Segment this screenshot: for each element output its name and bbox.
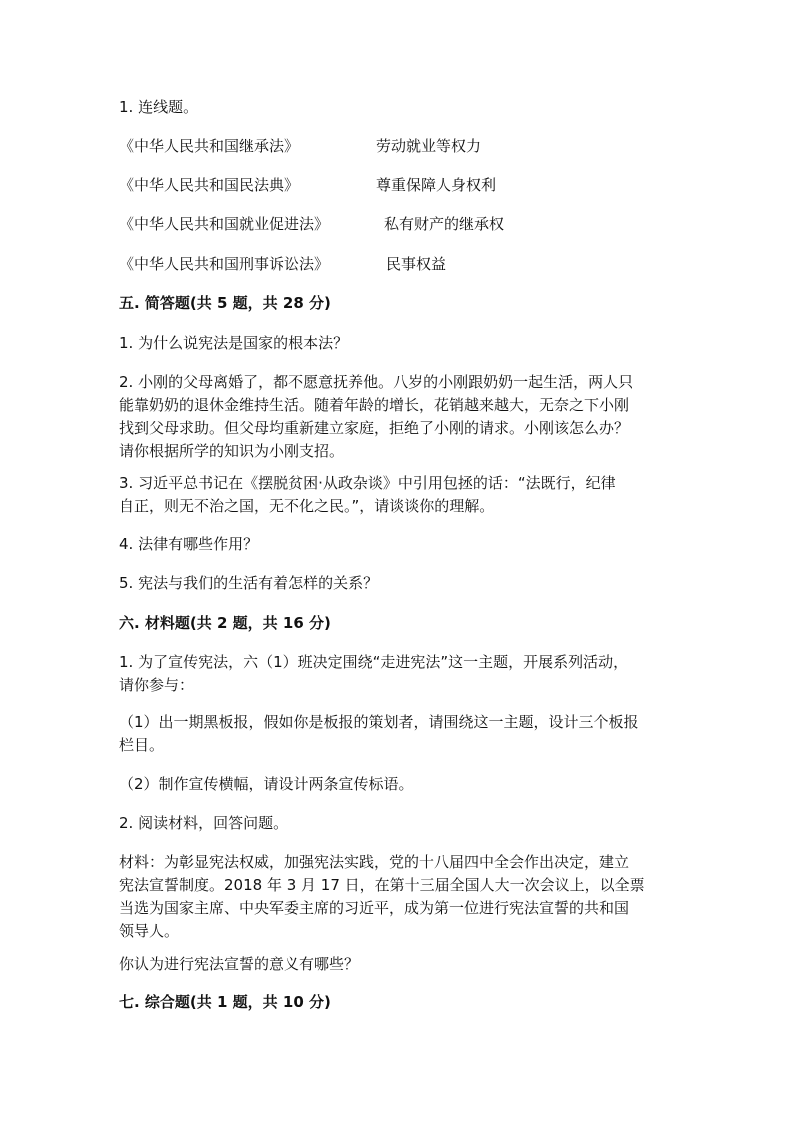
section6-material-line-2: 宪法宣誓制度。2018 年 3 月 17 日，在第十三届全国人大一次会议上，以全票 <box>119 876 645 894</box>
matching-right-2: 尊重保障人身权利 <box>376 176 497 194</box>
matching-left-3: 《中华人民共和国就业促进法》 <box>119 215 330 233</box>
matching-right-3: 私有财产的继承权 <box>384 215 505 233</box>
section6-question: 你认为进行宪法宣誓的意义有哪些？ <box>119 955 360 973</box>
matching-left-4: 《中华人民共和国刑事诉讼法》 <box>119 255 330 273</box>
section6-q1 <box>119 651 679 697</box>
matching-right-1: 劳动就业等权力 <box>376 137 482 155</box>
matching-title: 1. 连线题。 <box>119 98 199 116</box>
section6-material-line-4: 领导人。 <box>119 922 180 940</box>
section6-q2: 2. 阅读材料，回答问题。 <box>119 814 289 832</box>
section5-heading: 五. 简答题(共 5 题，共 28 分) <box>119 294 331 312</box>
section5-q3-line-1: 3. 习近平总书记在《摆脱贫困·从政杂谈》中引用包拯的话：“法既行，纪律 <box>119 474 616 492</box>
section6-q1-sub1-line-2: 栏目。 <box>119 736 165 754</box>
matching-left-2: 《中华人民共和国民法典》 <box>119 176 300 194</box>
section6-q1-sub2: （2）制作宣传横幅，请设计两条宣传标语。 <box>119 775 414 793</box>
section7-heading: 七. 综合题(共 1 题，共 10 分) <box>119 993 331 1011</box>
section6-q1-line-1: 1. 为了宣传宪法，六（1）班决定围绕“走进宪法”这一主题，开展系列活动， <box>119 653 629 671</box>
section6-material-line-1: 材料：为彰显宪法权威，加强宪法实践，党的十八届四中全会作出决定，建立 <box>119 853 630 871</box>
section5-q2-line-4: 请你根据所学的知识为小刚支招。 <box>119 442 345 460</box>
section6-q1-sub1 <box>119 711 679 757</box>
matching-left-1: 《中华人民共和国继承法》 <box>119 137 300 155</box>
section5-q2-line-1: 2. 小刚的父母离婚了，都不愿意抚养他。八岁的小刚跟奶奶一起生活，两人只 <box>119 373 634 391</box>
section5-q2-line-2: 能靠奶奶的退休金维持生活。随着年龄的增长，花销越来越大，无奈之下小刚 <box>119 396 630 414</box>
section5-q2 <box>119 371 679 463</box>
section6-q1-sub1-line-1: （1）出一期黑板报，假如你是板报的策划者，请围绕这一主题，设计三个板报 <box>119 713 639 731</box>
section5-q2-line-3: 找到父母求助。但父母均重新建立家庭，拒绝了小刚的请求。小刚该怎么办？ <box>119 419 630 437</box>
matching-right-4: 民事权益 <box>386 255 447 273</box>
section5-q3-line-2: 自正，则无不治之国，无不化之民。”，请谈谈你的理解。 <box>119 497 495 515</box>
section6-q1-line-2: 请你参与： <box>119 676 195 694</box>
section6-material-line-3: 当选为国家主席、中央军委主席的习近平，成为第一位进行宪法宣誓的共和国 <box>119 899 630 917</box>
section5-q1: 1. 为什么说宪法是国家的根本法？ <box>119 334 349 352</box>
section6-material <box>119 851 679 943</box>
section5-q5: 5. 宪法与我们的生活有着怎样的关系？ <box>119 574 379 592</box>
section5-q4: 4. 法律有哪些作用？ <box>119 535 259 553</box>
section5-q3 <box>119 472 679 518</box>
section6-heading: 六. 材料题(共 2 题，共 16 分) <box>119 614 331 632</box>
